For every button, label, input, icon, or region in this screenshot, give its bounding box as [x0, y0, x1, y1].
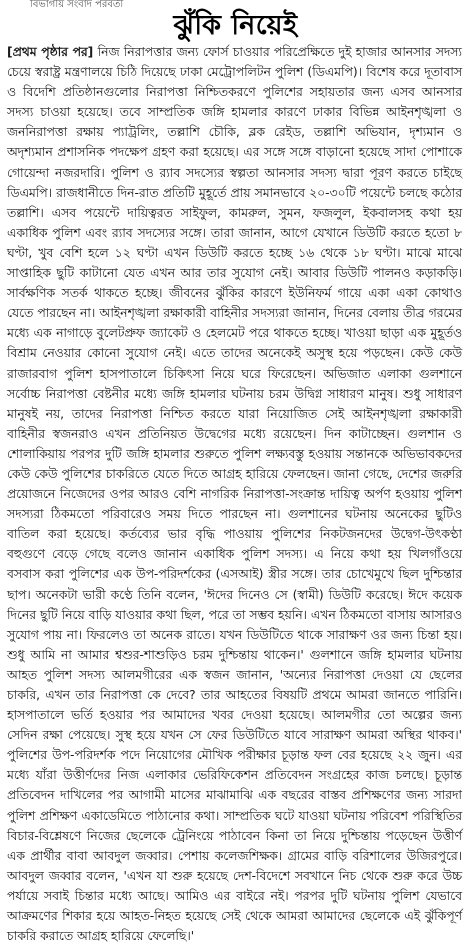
headline: ঝুঁকি নিয়েই: [173, 10, 298, 41]
article-text: নিজ নিরাপত্তার জন্য ফোর্স চাওয়ার পরিপ্রেক্ষিতে দুই হাজার আনসার সদস্য চেয়ে স্বরাষ্ট্র মন্ত্রণালয়ে চিঠি দিয়েছে ঢাকা মেট্রোপলিটন পুলিশ (ডিএমপি)। বিশেষ করে দূতাবাস ও বিদেশি প্রতিষ্ঠানগুলোর নিরাপত্তা নিশ্চিতকরণে পুলিশের সহায়তার জন্য এসব আনসার সদস্য চাওয়া হয়েছে। তবে সাম্প্রতিক জঙ্গি হামলার কারণে ঢাকার বিভিন্ন আইনশৃঙ্খলা ও জননিরাপত্তা রক্ষায় প্যাট্রলিং, তল্লাশি চৌকি, ব্লক রেইড, তল্লাশি অভিযান, দৃশ্যমান ও অদৃশ্যমান প্রশাসনিক পদক্ষেপ গ্রহণ করা হয়েছে। এর সঙ্গে সঙ্গে বাড়ানো হয়েছে সাদা পোশাকে গোয়েন্দা নজরদারি। পুলিশ ও র‌্যাব সদস্যের স্বল্পতা আনসার সদস্য দ্বারা পূরণ করতে চাইছে ডিএমপি। রাজধানীতে দিন-রাত প্রতিটি মুহূর্তে প্রায় সমানভাবে ২০-৩০টি পয়েন্টে চলছে কঠোর তল্লাশি। এসব পয়েন্টে দায়িত্বরত সাইফুল, কামরুল, সুমন, ফজলুল, ইকবালসহ কথা হয় একাধিক পুলিশ এবং র‌্যাব সদস্যের সঙ্গে। তারা জানান, আগে যেখানে ডিউটি করতে হতো ৮ ঘণ্টা, খুব বেশি হলে ১২ ঘণ্টা এখন ডিউটি করতে হচ্ছে ১৬ থেকে ১৮ ঘণ্টা। মাঝে মাঝে সাপ্তাহিক ছুটি কাটানো যেত এখন আর তার সুযোগ নেই। আবার ডিউটি পালনও কড়াকড়ি। সার্বক্ষণিক সতর্ক থাকতে হচ্ছে। জীবনের ঝুঁকির কারণে ইউনিফর্ম গায়ে একা একা কোথাও যেতে পারছেন না। আইনশৃঙ্খলা রক্ষাকারী বাহিনীর সদস্যরা জানান, দিনের বেলায় তীব্র গরমের মধ্যে এক নাগাড়ে বুলেটপ্রুফ জ্যাকেট ও হেলমেট পরে থাকতে হচ্ছে। খাওয়া ছাড়া এক মুহূর্তও বিশ্রাম নেওয়ার কোনো সুযোগ নেই। এতে তাদের অনেকেই অসুস্থ হয়ে পড়ছেন। কেউ কেউ রাজারবাগ পুলিশ হাসপাতালে চিকিৎসা নিয়ে ঘরে ফিরেছেন। অভিজাত এলাকা গুলশানে সর্বোচ্চ নিরাপত্তা বেষ্টনীর মধ্যে জঙ্গি হামলার ঘটনায় চরম উদ্বিগ্ন সাধারণ মানুষ। শুধু সাধারণ মানুষই নয়, তাদের নিরাপত্তা নিশ্চিত করতে যারা নিয়োজিত সেই আইনশৃঙ্খলা রক্ষাকারী বাহিনীর স্বজনরাও এখন প্রতিনিয়ত উদ্বেগের মধ্যে রয়েছেন। দিন কাটাচ্ছেন। গুলশান ও শোলাকিয়ায় পরপর দুটি জঙ্গি হামলার শুরুতে পুলিশ লক্ষ্যবস্তু হওয়ায় সন্তানকে অভিভাবকদের কেউ কেউ পুলিশের চাকরিতে যেতে দিতে আগ্রহ হারিয়ে ফেলছেন। জানা গেছে, দেশের জরুরি প্রয়োজনে নিজেদের ওপর আরও বেশি নাগরিক নিরাপত্তা-সংক্রান্ত দায়িত্ব অর্পণ হওয়ায় পুলিশ সদস্যরা ঠিকমতো পরিবারেও সময় দিতে পারছেন না। গুলশানের ঘটনায় অনেকের ছুটিও বাতিল করা হয়েছে। কর্তব্যের ভার বৃদ্ধি পাওয়ায় পুলিশের নিকটজনদের উদ্বেগ-উৎকণ্ঠা বহুগুণে বেড়ে গেছে বলেও জানান একাধিক পুলিশ সদস্য। এ নিয়ে কথা হয় খিলগাঁওয়ে বসবাস করা পুলিশের এক উপ-পরিদর্শকের (এসআই) স্ত্রীর সঙ্গে। তার চোখেমুখে ছিল দুশ্চিন্তার ছাপ। অনেকটা ভারী কণ্ঠে তিনি বলেন, 'ঈদের দিনেও সে (স্বামী) ডিউটি করেছে। ঈদে কয়েক দিনের ছুটি নিয়ে বাড়ি যাওয়ার কথা ছিল, পরে তা সম্ভব হয়নি। এখন ঠিকমতো বাসায় আসারও সুযোগ পায় না। ফিরলেও তা অনেক রাতে। যখন ডিউটিতে থাকে সারাক্ষণ ওর জন্য চিন্তা হয়। শুধু আমি না আমার শ্বশুর-শাশুড়িও চরম দুশ্চিন্তায় থাকেন।' গুলশানে জঙ্গি হামলার ঘটনায় আহত পুলিশ সদস্য আলমগীরের এক স্বজন জানান, 'অন্যের নিরাপত্তা দেওয়া যে ছেলের চাকরি, এখন তার নিরাপত্তা কে দেবে? তার আহতের বিষয়টি প্রথমে আমরা জানতে পারিনি। হাসপাতালে ভর্তি হওয়ার পর আমাদের খবর দেওয়া হয়েছে। আলমগীর তো অল্পের জন্য সেদিন রক্ষা পেয়েছে। সুস্থ হয়ে যখন সে ফের ডিউটিতে যাবে সারাক্ষণ আমরা অস্থির থাকব।' পুলিশের উপ-পরিদর্শক পদে নিয়োগের মৌখিক পরীক্ষার চূড়ান্ত ফল বের হয়েছে ২২ জুন। এর মধ্যে যাঁরা উত্তীর্ণদের নিজ এলাকার ভেরিফিকেশন প্রতিবেদন সংগ্রহের কাজ চলছে। চূড়ান্ত প্রতিবেদন দাখিলের পর আগামী মাসের মাঝামাঝি এক বছরের বাস্তব প্রশিক্ষণের জন্য সারদা পুলিশ প্রশিক্ষণ একাডেমিতে পাঠানোর কথা। সাম্প্রতিক ঘটে যাওয়া ঘটনায় পরিবেশ পরিস্থিতির বিচার-বিশ্লেষণে নিজের ছেলেকে ট্রেনিংয়ে পাঠাবেন কিনা তা নিয়ে দুশ্চিন্তায় পড়েছেন উত্তীর্ণ এক প্রার্থীর বাবা আবদুল জব্বার। পেশায় কলেজশিক্ষক। গ্রামের বাড়ি বরিশালের উজিরপুরে। আবদুল জব্বার বলেন, 'এখন যা শুরু হয়েছে দেশ-বিদেশে সবখানে নিচ থেকে শুরু করে উচ্চ পর্যায়ে সবাই চিন্তার মধ্যে আছে। আমিও এর বাইরে নই। পরপর দুটি ঘটনায় পুলিশ যেভাবে আক্রমণের শিকার হয়ে আহত-নিহত হয়েছে সেই থেকে আমরা আমাদের ছেলেকে এই ঝুঁকিপূর্ণ চাকরি করাতে আগ্রহ হারিয়ে ফেলেছি।': [7, 45, 462, 944]
continuation-tag: [প্রথম পৃষ্ঠার পর]: [7, 45, 94, 59]
masthead-fragment: বিভাগীয় সংবাদ পরবর্তী: [30, 0, 124, 10]
article-body: [7, 42, 462, 944]
article-paragraph: [7, 42, 462, 946]
